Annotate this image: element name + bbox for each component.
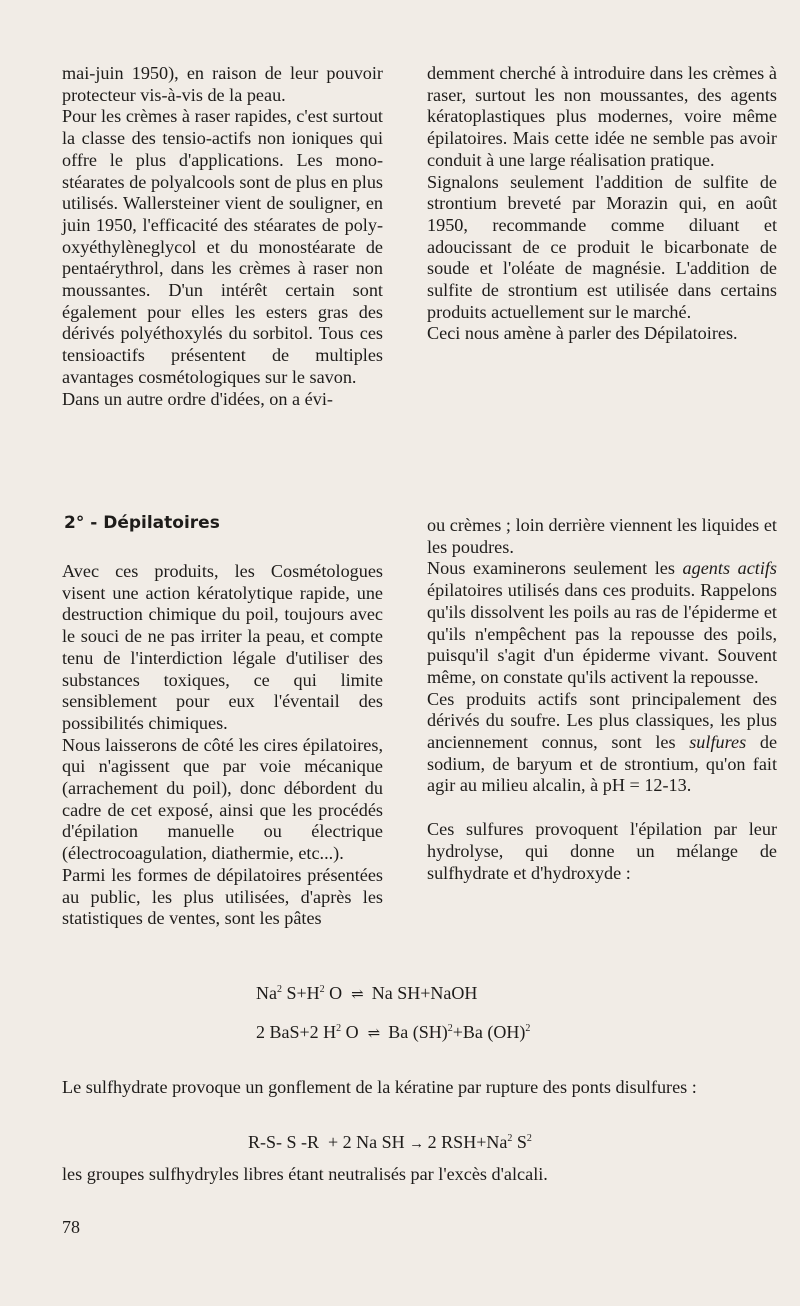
paragraph: Ceci nous amène à parler des Dépilatoires.	[427, 323, 738, 344]
eq-term: 2 RSH+Na	[427, 1132, 508, 1152]
eq-sup: 2	[277, 984, 282, 995]
eq-term: R-S- S -R + 2 Na SH	[248, 1132, 405, 1152]
column-1	[62, 63, 383, 410]
text-run: Ces produits actifs sont principalement des dérivés du soufre. Les plus classiques, les plus anciennement connus, sont les	[427, 688, 777, 753]
eq-term: O	[345, 1022, 359, 1042]
paragraph: ou crèmes ; loin derrière viennent les liquides et les poudres.	[427, 515, 777, 557]
paragraph: Signalons seulement l'addition de sulfite de strontium breveté par Morazin qui, en août 1950, recommande comme diluant et adoucissant de ce produit le bicarbonate de soude et l'oléate de magnésie. L'addition de sulfite de strontium est utilisée dans certains produits actuellement sur le marché.	[427, 171, 777, 322]
eq-term: 2 BaS+2 H	[256, 1022, 337, 1042]
paragraph: Avec ces produits, les Cosmétologues visent une action kératolytique rapide, une destruction chimique du poil, toujours avec le souci de ne pas irriter la peau, et compte tenu de l'interdiction légale d'utiliser des substances toxiques, ce qui limite sensiblement pour eux l'éventail des possibilités chimiques.	[62, 561, 383, 733]
eq-term: +Ba (OH)	[452, 1022, 526, 1042]
paragraph	[427, 689, 777, 798]
reaction-arrow-icon: →	[409, 1136, 424, 1152]
paragraph: Pour les crèmes à raser rapides, c'est surtout la classe des tensio-actifs non ioniques qui offre le plus d'applications. Les mono-stéarates de polyalcools sont de plus en plus utilisés. Wallersteiner vient de souligner, en juin 1950, l'efficacité des stéarates de poly-oxyéthylèneglycol et du monostéarate de pentaérythrol, dans les crèmes à raser non moussantes. D'un intérêt certain sont également pour elles les esters gras des dérivés polyéthoxylés du sorbitol. Tous ces tensioactifs présentent de multiples avantages cosmétologiques sur le savon.	[62, 106, 383, 387]
eq-sup: 2	[319, 984, 325, 995]
eq-term: Na SH+NaOH	[371, 983, 478, 1003]
closing-sentence: les groupes sulfhydryles libres étant neutralisés par l'excès d'alcali.	[62, 1164, 548, 1184]
column-2	[427, 63, 777, 345]
equation-2	[256, 1022, 530, 1043]
body-sentence: Le sulfhydrate provoque un gonflement de la kératine par rupture des ponts disulfures :	[62, 1077, 697, 1097]
emphasis: sulfures	[689, 732, 747, 753]
equilibrium-arrow-icon: ⇌	[351, 987, 363, 1003]
paragraph	[427, 558, 777, 688]
paragraph: Ces sulfures provoquent l'épilation par leur hydrolyse, qui donne un mélange de sulfhydrate et d'hydroxyde :	[427, 819, 777, 883]
eq-term: Ba (SH)	[388, 1022, 448, 1042]
emphasis: agents actifs	[682, 558, 778, 579]
paragraph: mai-juin 1950), en raison de leur pouvoir protecteur vis-à-vis de la peau.	[62, 63, 383, 105]
eq-term: Na	[256, 983, 277, 1003]
section-heading: 2° - Dépilatoires	[64, 513, 220, 533]
equilibrium-arrow-icon: ⇌	[367, 1026, 380, 1042]
text-run: Nous examinerons seulement les	[427, 558, 675, 579]
eq-term: S	[516, 1132, 527, 1152]
equation-1	[256, 983, 477, 1004]
text-run: de sodium, de baryum et de strontium, qu'on fait agir au milieu alcalin, à pH = 12-13.	[427, 732, 778, 796]
page-number: 78	[62, 1217, 80, 1237]
equation-3	[248, 1132, 532, 1153]
paragraph: Dans un autre ordre d'idées, on a évi-	[62, 388, 333, 409]
eq-sup: 2	[336, 1023, 342, 1034]
eq-sup: 2	[507, 1133, 513, 1144]
eq-sup: 2	[525, 1023, 531, 1034]
paragraph: Nous laisserons de côté les cires épilatoires, qui n'agissent que par voie mécanique (arrachement du poil), donc débordent du cadre de cet exposé, ainsi que les procédés d'épilation manuelle ou électrique (électrocoagulation, diathermie, etc...).	[62, 734, 383, 864]
eq-sup: 2	[526, 1133, 532, 1144]
text-run: épilatoires utilisés dans ces produits. Rappelons qu'ils dissolvent les poils au ras de l'épiderme et qu'ils n'empêchent pas la repousse des poils, puisqu'il s'agit d'un épiderme vivant. Souvent même, on constate qu'ils activent la repousse.	[427, 580, 777, 687]
eq-term: S+H	[286, 983, 320, 1003]
paragraph: Parmi les formes de dépilatoires présentées au public, les plus utilisées, d'après les statistiques de ventes, sont les pâtes	[62, 864, 383, 929]
eq-term: O	[329, 983, 343, 1003]
paragraph: demment cherché à introduire dans les crèmes à raser, surtout les non moussantes, des agents kératoplastiques plus modernes, voire même épilatoires. Mais cette idée ne semble pas avoir conduit à une large réalisation pratique.	[427, 63, 777, 170]
column-3	[62, 561, 383, 930]
column-4	[427, 515, 777, 884]
eq-sup: 2	[447, 1023, 453, 1034]
